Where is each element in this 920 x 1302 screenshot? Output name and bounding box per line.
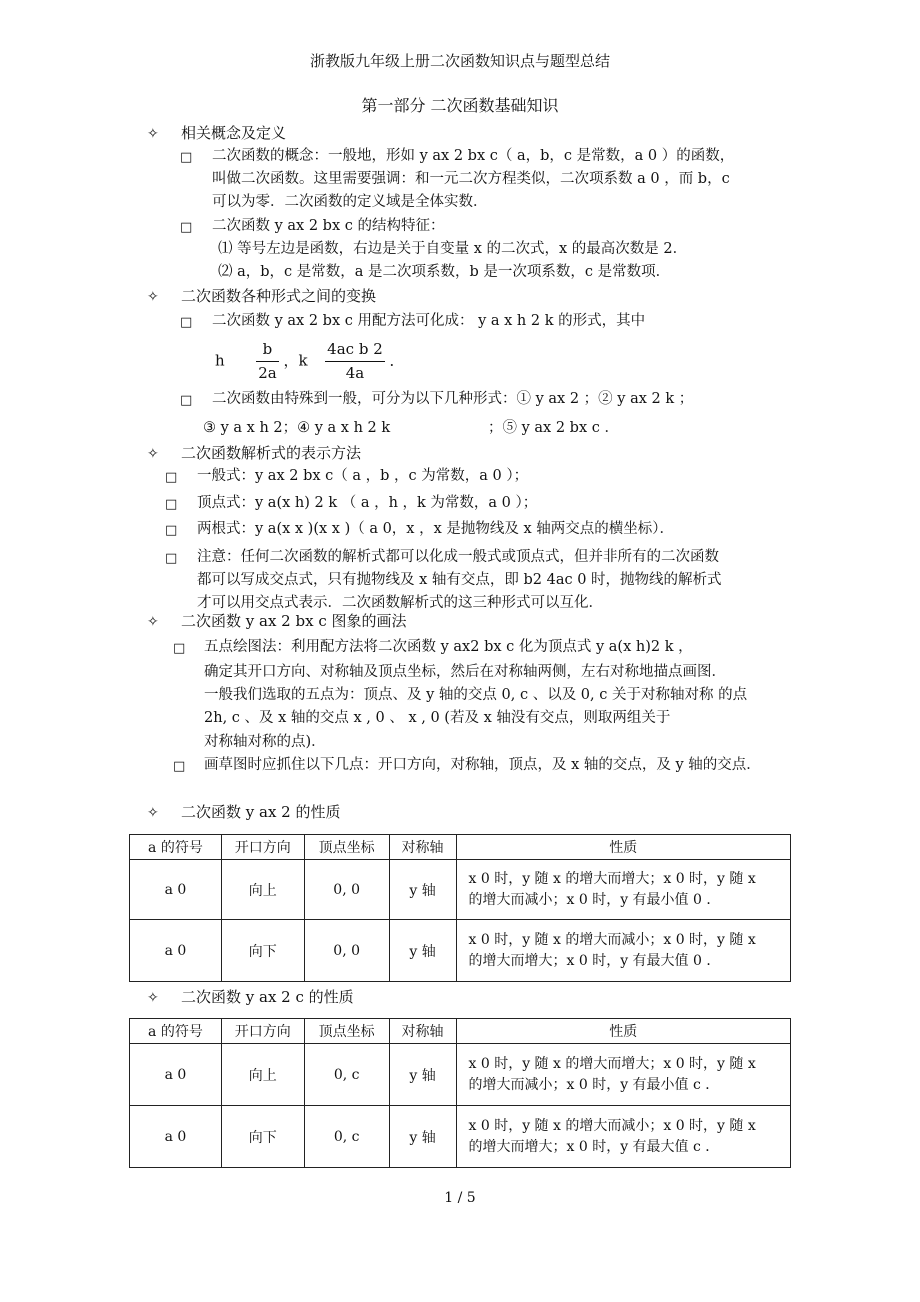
form-vertex: 顶点式：y a(x h) 2 k （ a ，h ，k 为常数，a 0 ）； (197, 495, 538, 511)
diamond-icon: ✧ (147, 990, 159, 1006)
bullet-icon: □ (180, 315, 193, 330)
cell-axis: y 轴 (389, 1106, 456, 1168)
sketch-line: 画草图时应抓住以下几点：开口方向，对称轴，顶点，及 x 轴的交点，及 y 轴的交点． (204, 757, 761, 773)
diamond-icon: ✧ (147, 614, 159, 630)
table-row (130, 1106, 791, 1168)
cell-axis: y 轴 (389, 1044, 456, 1106)
table-row (130, 860, 791, 920)
draw-line-2: 确定其开口方向、对称轴及顶点坐标，然后在对称轴两侧，左右对称地描点画图． (204, 664, 726, 680)
section-heading-concepts: ✧ 相关概念及定义 (147, 124, 287, 142)
header-sign: a 的符号 (130, 835, 222, 860)
cell-vertex: 0, 0 (304, 920, 389, 982)
note-line-1: 注意：任何二次函数的解析式都可以化成一般式或顶点式，但并非所有的二次函数 (197, 549, 719, 565)
bullet-icon: □ (180, 150, 193, 165)
diamond-icon: ✧ (147, 446, 159, 462)
structure-point-2: ⑵ a，b，c 是常数，a 是二次项系数，b 是一次项系数，c 是常数项． (218, 264, 671, 280)
cell-property: x 0 时，y 随 x 的增大而增大；x 0 时，y 随 x 的增大而减小；x 0 时，y 有最小值 0 ． (456, 860, 791, 920)
table-row (130, 920, 791, 982)
properties-table-ax2 (129, 834, 791, 982)
vertex-formula: h $\frac{b}{2a}$ ，k $\frac{\text{4ac b 2}}{4a}$ ． (215, 338, 405, 385)
note-line-3: 才可以用交点式表示．二次函数解析式的这三种形式可以互化． (197, 595, 603, 611)
section-heading-ax2: ✧ 二次函数 y ax 2 的性质 (147, 803, 341, 821)
bullet-icon: □ (180, 220, 193, 235)
table-header-row (130, 835, 791, 860)
page-number: 1 / 5 (444, 1190, 476, 1206)
cell-property: x 0 时，y 随 x 的增大而减小；x 0 时，y 随 x 的增大而增大；x 0 时，y 有最大值 c ． (456, 1106, 791, 1168)
header-vertex: 顶点坐标 (304, 1019, 389, 1044)
header-vertex: 顶点坐标 (304, 835, 389, 860)
structure-point-1: ⑴ 等号左边是函数，右边是关于自变量 x 的二次式，x 的最高次数是 2． (218, 241, 688, 257)
properties-table-ax2c (129, 1018, 791, 1168)
section-heading-transform: ✧ 二次函数各种形式之间的变换 (147, 287, 377, 305)
form-roots: 两根式：y a(x x )(x x )（ a 0，x ，x 是抛物线及 x 轴两交点的横坐标）． (197, 521, 675, 537)
cell-vertex: 0, c (304, 1106, 389, 1168)
h-fraction: $\frac{b}{2a}$ (258, 340, 277, 382)
special-forms-line-3: ；⑤ y ax 2 bx c ． (488, 420, 619, 436)
concept-line-3: 可以为零．二次函数的定义域是全体实数． (212, 194, 488, 210)
diamond-icon: ✧ (147, 805, 159, 821)
diamond-icon: ✧ (147, 289, 159, 305)
k-fraction: $\frac{\text{4ac b 2}}{4a}$ (327, 340, 383, 382)
diamond-icon: ✧ (147, 126, 159, 142)
page-header: 浙教版九年级上册二次函数知识点与题型总结 (309, 52, 610, 70)
header-property: 性质 (456, 835, 791, 860)
page-title: 第一部分 二次函数基础知识 (361, 96, 559, 115)
table-row (130, 1044, 791, 1106)
header-property: 性质 (456, 1019, 791, 1044)
cell-vertex: 0, c (304, 1044, 389, 1106)
header-axis: 对称轴 (389, 1019, 456, 1044)
cell-vertex: 0, 0 (304, 860, 389, 920)
structure-intro: 二次函数 y ax 2 bx c 的结构特征： (212, 218, 445, 234)
draw-line-5: 对称轴对称的点)． (204, 734, 326, 750)
table-header-row (130, 1019, 791, 1044)
cell-sign: a 0 (130, 1106, 222, 1168)
cell-axis: y 轴 (389, 860, 456, 920)
header-axis: 对称轴 (389, 835, 456, 860)
transform-line: 二次函数 y ax 2 bx c 用配方法可化成： y a x h 2 k 的形式，其中 (212, 313, 646, 329)
draw-line-3: 一般我们选取的五点为：顶点、及 y 轴的交点 0, c 、以及 0, c 关于对称轴对称 的点 (204, 687, 748, 703)
concept-line-1: 二次函数的概念：一般地，形如 y ax 2 bx c（ a，b，c 是常数，a 0 ）的函数， (212, 148, 735, 164)
form-general: 一般式：y ax 2 bx c（ a ，b ，c 为常数，a 0 ）； (197, 468, 529, 484)
cell-property: x 0 时，y 随 x 的增大而减小；x 0 时，y 随 x 的增大而增大；x 0 时，y 有最大值 0 ． (456, 920, 791, 982)
concept-line-2: 叫做二次函数。这里需要强调：和一元二次方程类似，二次项系数 a 0 ，而 b，c (212, 171, 730, 187)
cell-direction: 向下 (221, 1106, 304, 1168)
special-forms-line-2: ③ y a x h 2；④ y a x h 2 k (203, 420, 391, 436)
header-direction: 开口方向 (221, 1019, 304, 1044)
cell-sign: a 0 (130, 1044, 222, 1106)
cell-sign: a 0 (130, 860, 222, 920)
cell-property: x 0 时，y 随 x 的增大而增大；x 0 时，y 随 x 的增大而减小；x 0 时，y 有最小值 c ． (456, 1044, 791, 1106)
header-sign: a 的符号 (130, 1019, 222, 1044)
section-heading-drawing: ✧ 二次函数 y ax 2 bx c 图象的画法 (147, 612, 407, 630)
bullet-icon: □ (165, 523, 178, 538)
bullet-icon: □ (165, 470, 178, 485)
section-heading-expressions: ✧ 二次函数解析式的表示方法 (147, 444, 362, 462)
section-heading-ax2c: ✧ 二次函数 y ax 2 c 的性质 (147, 988, 354, 1006)
bullet-icon: □ (180, 393, 193, 408)
bullet-icon: □ (173, 641, 186, 656)
bullet-icon: □ (173, 759, 186, 774)
special-forms-line-1: 二次函数由特殊到一般，可分为以下几种形式：① y ax 2 ；② y ax 2 k ； (212, 391, 694, 407)
cell-sign: a 0 (130, 920, 222, 982)
cell-axis: y 轴 (389, 920, 456, 982)
cell-direction: 向上 (221, 1044, 304, 1106)
draw-line-4: 2h, c 、及 x 轴的交点 x , 0 、 x , 0 (若及 x 轴没有交点，则取两组关于 (204, 710, 671, 726)
bullet-icon: □ (165, 497, 178, 512)
header-direction: 开口方向 (221, 835, 304, 860)
draw-line-1: 五点绘图法：利用配方法将二次函数 y ax2 bx c 化为顶点式 y a(x h)2 k ， (204, 639, 693, 655)
bullet-icon: □ (165, 551, 178, 566)
cell-direction: 向下 (221, 920, 304, 982)
note-line-2: 都可以写成交点式，只有抛物线及 x 轴有交点，即 b2 4ac 0 时，抛物线的解析式 (197, 572, 722, 588)
cell-direction: 向上 (221, 860, 304, 920)
